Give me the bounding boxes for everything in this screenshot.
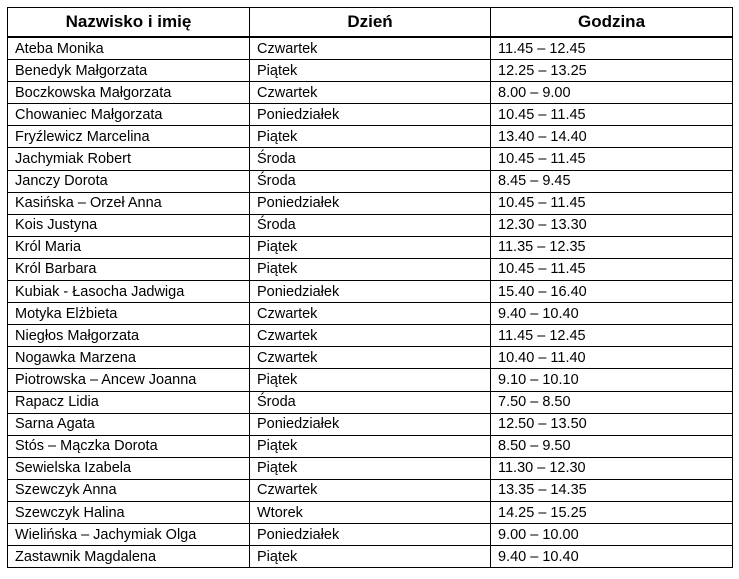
cell-name: Benedyk Małgorzata <box>8 60 250 82</box>
cell-day: Piątek <box>250 126 491 148</box>
cell-name: Kasińska – Orzeł Anna <box>8 192 250 214</box>
cell-hour: 9.10 – 10.10 <box>491 369 733 391</box>
cell-name: Stós – Mączka Dorota <box>8 435 250 457</box>
table-row <box>8 347 733 369</box>
cell-name: Sarna Agata <box>8 413 250 435</box>
cell-name: Nogawka Marzena <box>8 347 250 369</box>
cell-hour: 14.25 – 15.25 <box>491 501 733 523</box>
cell-hour: 15.40 – 16.40 <box>491 281 733 303</box>
cell-hour: 9.00 – 10.00 <box>491 524 733 546</box>
cell-hour: 8.45 – 9.45 <box>491 170 733 192</box>
cell-day: Piątek <box>250 435 491 457</box>
cell-hour: 9.40 – 10.40 <box>491 546 733 568</box>
cell-name: Fryźlewicz Marcelina <box>8 126 250 148</box>
cell-day: Piątek <box>250 369 491 391</box>
cell-day: Piątek <box>250 546 491 568</box>
table-row <box>8 325 733 347</box>
table-row <box>8 126 733 148</box>
cell-name: Kubiak - Łasocha Jadwiga <box>8 281 250 303</box>
table-row <box>8 214 733 236</box>
cell-hour: 10.45 – 11.45 <box>491 258 733 280</box>
cell-hour: 10.45 – 11.45 <box>491 104 733 126</box>
cell-day: Środa <box>250 148 491 170</box>
cell-day: Czwartek <box>250 325 491 347</box>
cell-name: Rapacz Lidia <box>8 391 250 413</box>
cell-name: Sewielska Izabela <box>8 457 250 479</box>
cell-hour: 7.50 – 8.50 <box>491 391 733 413</box>
table-row <box>8 258 733 280</box>
cell-name: Król Maria <box>8 236 250 258</box>
cell-hour: 10.45 – 11.45 <box>491 148 733 170</box>
column-header-name: Nazwisko i imię <box>8 8 250 38</box>
cell-day: Piątek <box>250 60 491 82</box>
cell-day: Środa <box>250 170 491 192</box>
cell-day: Piątek <box>250 457 491 479</box>
cell-day: Czwartek <box>250 82 491 104</box>
table-row <box>8 435 733 457</box>
cell-hour: 10.40 – 11.40 <box>491 347 733 369</box>
cell-hour: 12.25 – 13.25 <box>491 60 733 82</box>
cell-day: Czwartek <box>250 479 491 501</box>
cell-hour: 11.45 – 12.45 <box>491 325 733 347</box>
table-row <box>8 192 733 214</box>
cell-hour: 8.50 – 9.50 <box>491 435 733 457</box>
table-row <box>8 413 733 435</box>
table-row <box>8 170 733 192</box>
table-row <box>8 391 733 413</box>
table-row <box>8 303 733 325</box>
cell-day: Poniedziałek <box>250 524 491 546</box>
cell-hour: 9.40 – 10.40 <box>491 303 733 325</box>
cell-name: Boczkowska Małgorzata <box>8 82 250 104</box>
cell-day: Czwartek <box>250 347 491 369</box>
cell-hour: 11.30 – 12.30 <box>491 457 733 479</box>
cell-day: Piątek <box>250 258 491 280</box>
cell-day: Poniedziałek <box>250 192 491 214</box>
cell-name: Szewczyk Halina <box>8 501 250 523</box>
cell-hour: 11.35 – 12.35 <box>491 236 733 258</box>
table-body <box>8 37 733 568</box>
header-row <box>8 8 733 38</box>
cell-hour: 10.45 – 11.45 <box>491 192 733 214</box>
cell-name: Wielińska – Jachymiak Olga <box>8 524 250 546</box>
cell-hour: 11.45 – 12.45 <box>491 37 733 60</box>
table-row <box>8 479 733 501</box>
cell-hour: 12.50 – 13.50 <box>491 413 733 435</box>
cell-day: Środa <box>250 214 491 236</box>
table-row <box>8 501 733 523</box>
table-row <box>8 236 733 258</box>
cell-day: Piątek <box>250 236 491 258</box>
cell-day: Środa <box>250 391 491 413</box>
cell-name: Ateba Monika <box>8 37 250 60</box>
cell-hour: 8.00 – 9.00 <box>491 82 733 104</box>
cell-name: Król Barbara <box>8 258 250 280</box>
cell-day: Poniedziałek <box>250 413 491 435</box>
cell-hour: 13.35 – 14.35 <box>491 479 733 501</box>
cell-name: Piotrowska – Ancew Joanna <box>8 369 250 391</box>
table-row <box>8 546 733 568</box>
table-row <box>8 82 733 104</box>
table-row <box>8 148 733 170</box>
schedule-table <box>7 7 733 568</box>
cell-day: Czwartek <box>250 303 491 325</box>
cell-name: Jachymiak Robert <box>8 148 250 170</box>
cell-name: Motyka Elżbieta <box>8 303 250 325</box>
table-row <box>8 37 733 60</box>
cell-day: Czwartek <box>250 37 491 60</box>
cell-name: Zastawnik Magdalena <box>8 546 250 568</box>
table-row <box>8 60 733 82</box>
cell-name: Chowaniec Małgorzata <box>8 104 250 126</box>
cell-name: Szewczyk Anna <box>8 479 250 501</box>
cell-day: Wtorek <box>250 501 491 523</box>
table-row <box>8 104 733 126</box>
column-header-day: Dzień <box>250 8 491 38</box>
table-row <box>8 524 733 546</box>
cell-name: Janczy Dorota <box>8 170 250 192</box>
cell-name: Kois Justyna <box>8 214 250 236</box>
cell-hour: 12.30 – 13.30 <box>491 214 733 236</box>
table-row <box>8 457 733 479</box>
cell-day: Poniedziałek <box>250 104 491 126</box>
column-header-hour: Godzina <box>491 8 733 38</box>
cell-name: Niegłos Małgorzata <box>8 325 250 347</box>
table-row <box>8 369 733 391</box>
cell-day: Poniedziałek <box>250 281 491 303</box>
cell-hour: 13.40 – 14.40 <box>491 126 733 148</box>
table-row <box>8 281 733 303</box>
